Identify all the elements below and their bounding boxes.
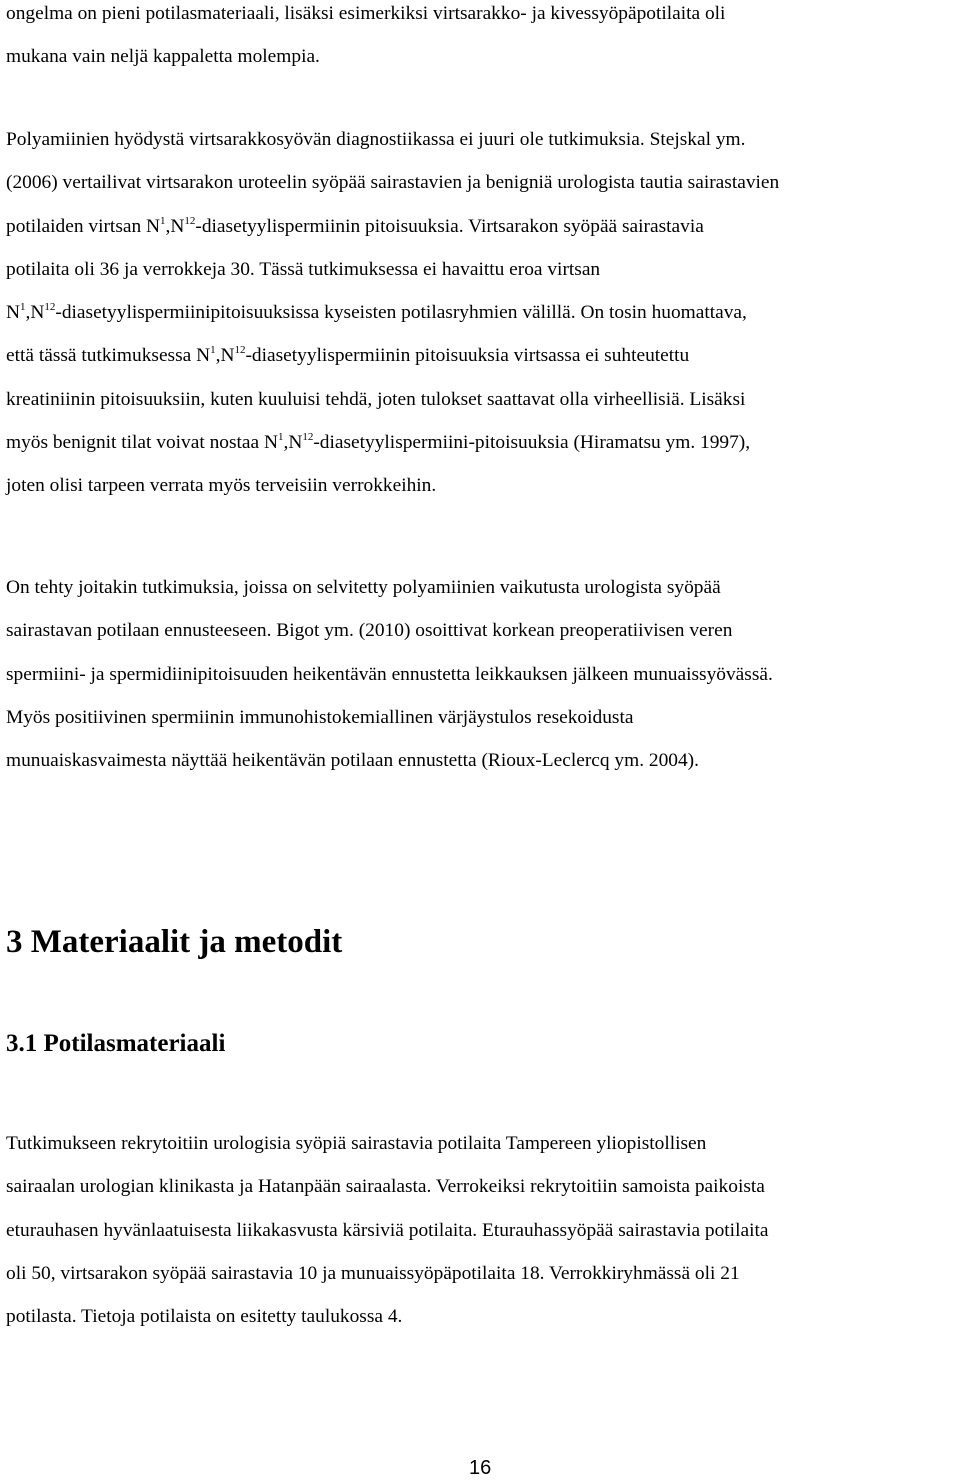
- text-line: $N^1,N^{12}$-diasetyylispermiinipitoisuuksissa kyseisten potilasryhmien välillä. On tosin huomattava,: [6, 301, 747, 324]
- superscript: 12: [302, 431, 314, 444]
- text-line: myös benignit tilat voivat nostaa $N^1,N^{12}-diasetyylispermiini$-pitoisuuksia (Hiramatsu ym. 1997),: [6, 431, 751, 454]
- text-line: joten olisi tarpeen verrata myös terveisiin verrokkeihin.: [6, 475, 437, 497]
- text-line: potilaiden virtsan $N^1,N^{12}$-diasetyylispermiinin pitoisuuksia. Virtsarakon syöpää sairastavia: [6, 214, 704, 237]
- text-line: munuaiskasvaimesta näyttää heikentävän potilaan ennustetta (Rioux-Leclercq ym. 2004).: [6, 750, 699, 772]
- text-line: mukana vain neljä kappaletta molempia.: [6, 46, 320, 68]
- superscript: 1: [160, 214, 166, 227]
- superscript: 12: [44, 301, 56, 314]
- text-line: potilaita oli 36 ja verrokkeja 30. Tässä tutkimuksessa ei havaittu eroa virtsan: [6, 258, 601, 280]
- paragraph-polyamines-bladder: [6, 118, 779, 508]
- text-line: sairaalan urologian klinikasta ja Hatanpään sairaalasta. Verrokeiksi rekrytoitiin samoista paikoista: [6, 1176, 765, 1198]
- text-line: Tutkimukseen rekrytoitiin urologisia syöpiä sairastavia potilaita Tampereen yliopistollisen: [6, 1133, 707, 1154]
- superscript: 12: [184, 214, 196, 227]
- superscript: 1: [210, 344, 216, 357]
- text-line: potilasta. Tietoja potilaista on esitetty taulukossa 4.: [6, 1306, 403, 1328]
- text-line: On tehty joitakin tutkimuksia, joissa on selvitetty polyamiinien vaikutusta urologista syöpää: [6, 577, 721, 598]
- text-line: spermiini- ja spermidiinipitoisuuden heikentävän ennustetta leikkauksen jälkeen munuaissyövässä.: [6, 663, 773, 685]
- text-line: (2006) vertailivat virtsarakon uroteelin syöpää sairastavien ja benigniä urologista tautia sairastavien: [6, 172, 780, 194]
- paragraph-continuation: [6, 0, 725, 79]
- text-line: Myös positiivinen spermiinin immunohistokemiallinen värjäystulos resekoidusta: [6, 706, 634, 728]
- superscript: 12: [234, 344, 246, 357]
- text-line: eturauhasen hyvänlaatuisesta liikakasvusta kärsiviä potilaita. Eturauhassyöpää sairastavia potilaita: [6, 1219, 769, 1241]
- section-heading: 3 Materiaalit ja metodit: [6, 924, 343, 960]
- text-line: oli 50, virtsarakon syöpää sairastavia 10 ja munuaissyöpäpotilaita 18. Verrokkiryhmässä oli 21: [6, 1262, 740, 1284]
- subsection-heading: 3.1 Potilasmateriaali: [6, 1030, 226, 1057]
- text-line: Polyamiinien hyödystä virtsarakkosyövän diagnostiikassa ei juuri ole tutkimuksia. Stejskal ym.: [6, 129, 746, 150]
- text-line: ongelma on pieni potilasmateriaali, lisäksi esimerkiksi virtsarakko- ja kivessyöpäpotilaita oli: [6, 3, 726, 24]
- superscript: 1: [277, 431, 284, 444]
- superscript: 1: [20, 301, 26, 314]
- paragraph-patient-material: [6, 1122, 768, 1338]
- text-line: kreatiniinin pitoisuuksiin, kuten kuuluisi tehdä, joten tulokset saattavat olla virheellisiä. Lisäksi: [6, 388, 746, 410]
- text-line: että tässä tutkimuksessa $N^1,N^{12}$-diasetyylispermiinin pitoisuuksia virtsassa ei suhteutettu: [6, 344, 690, 367]
- page-number: 16: [469, 1457, 492, 1479]
- paragraph-prognosis: [6, 566, 773, 782]
- text-line: sairastavan potilaan ennusteeseen. Bigot ym. (2010) osoittivat korkean preoperatiivisen veren: [6, 620, 733, 642]
